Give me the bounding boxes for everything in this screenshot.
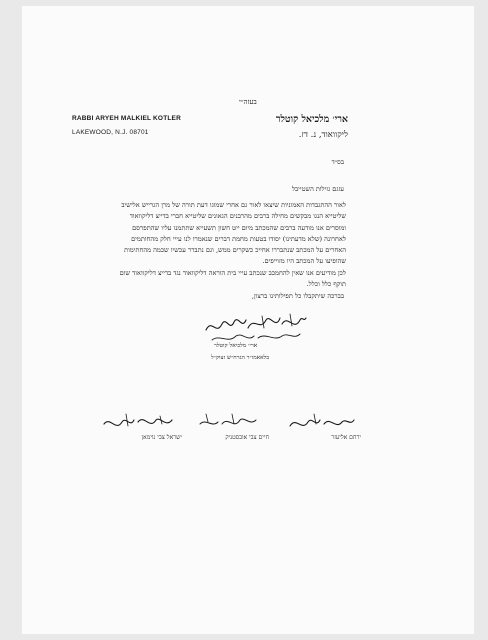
body-line: לאור ההתגבדות האמוניות שיצאו לאור גם אחרי שמוגו דעת תורה של מרן הגרייש אלישיב [121, 201, 346, 209]
letterhead-english-name: RABBI ARYEH MALKIEL KOTLER [72, 115, 181, 122]
letterhead-english-city: LAKEWOOD, N.J. 08701 [72, 129, 149, 136]
letter-body [78, 200, 346, 290]
bsd-mark: בס״ד [331, 158, 344, 166]
body-line: ומוסרים אנו מודעה ברבים שהמכתב מיום ייט חשון תשעייא שתתמנו עליו שהתפרסם [132, 223, 346, 232]
closing-blessing: בברכה שיתקבלו כל תפילותינו ברצון, [251, 292, 344, 300]
body-line: תוקף כלל וכלל. [306, 280, 346, 289]
main-signature-typed-title: בלאאמו״ר הגרח״ש זצוק״ל [211, 355, 270, 361]
body-line: לכן מודיעים אנו שאין להחמכב שנכתב עייי בית הוראה דליקוואוד נגד בדייצ דליקוואוד שום [119, 268, 346, 277]
body-line: שליטייא הנגו מבקשים מחילה ברבים מהרבנים הגאונים שליטייא חברי בדייצ דליקוואוד [129, 212, 346, 221]
main-signature-typed-name: ארי׳ מלכיאל קוטלר [214, 343, 258, 349]
letterhead-hebrew-name: ארי׳ מלכיאל קוטלר [275, 114, 348, 125]
letterhead-hebrew-city: ליקוואוד, נ. דז. [298, 130, 348, 140]
body-line: לאחרונה (שלא מדעתינו) יסודו בטעות מחמת דברים שנאמרו לנו עייי חלק מהחותמים [131, 234, 346, 243]
subject-line: עזגם גזילות השטייבל [291, 185, 344, 193]
body-line: האחרים על המכתב שנתבררו אחייכ כשקרים ממש, וגם נתברר עכשיו שכמה מהחתימות [124, 246, 346, 255]
co-signer-name-1: ירחם אליעזר [331, 434, 361, 441]
letter-page [22, 6, 474, 634]
top-mark: בעזה״י [239, 98, 257, 106]
co-signer-name-3: ישראל צבי נוימאן [141, 434, 182, 441]
co-signer-name-2: חיים צבי אובסטניק [225, 434, 269, 441]
body-line: שהופיעו על המכתב היו מזוייפים. [262, 257, 346, 266]
